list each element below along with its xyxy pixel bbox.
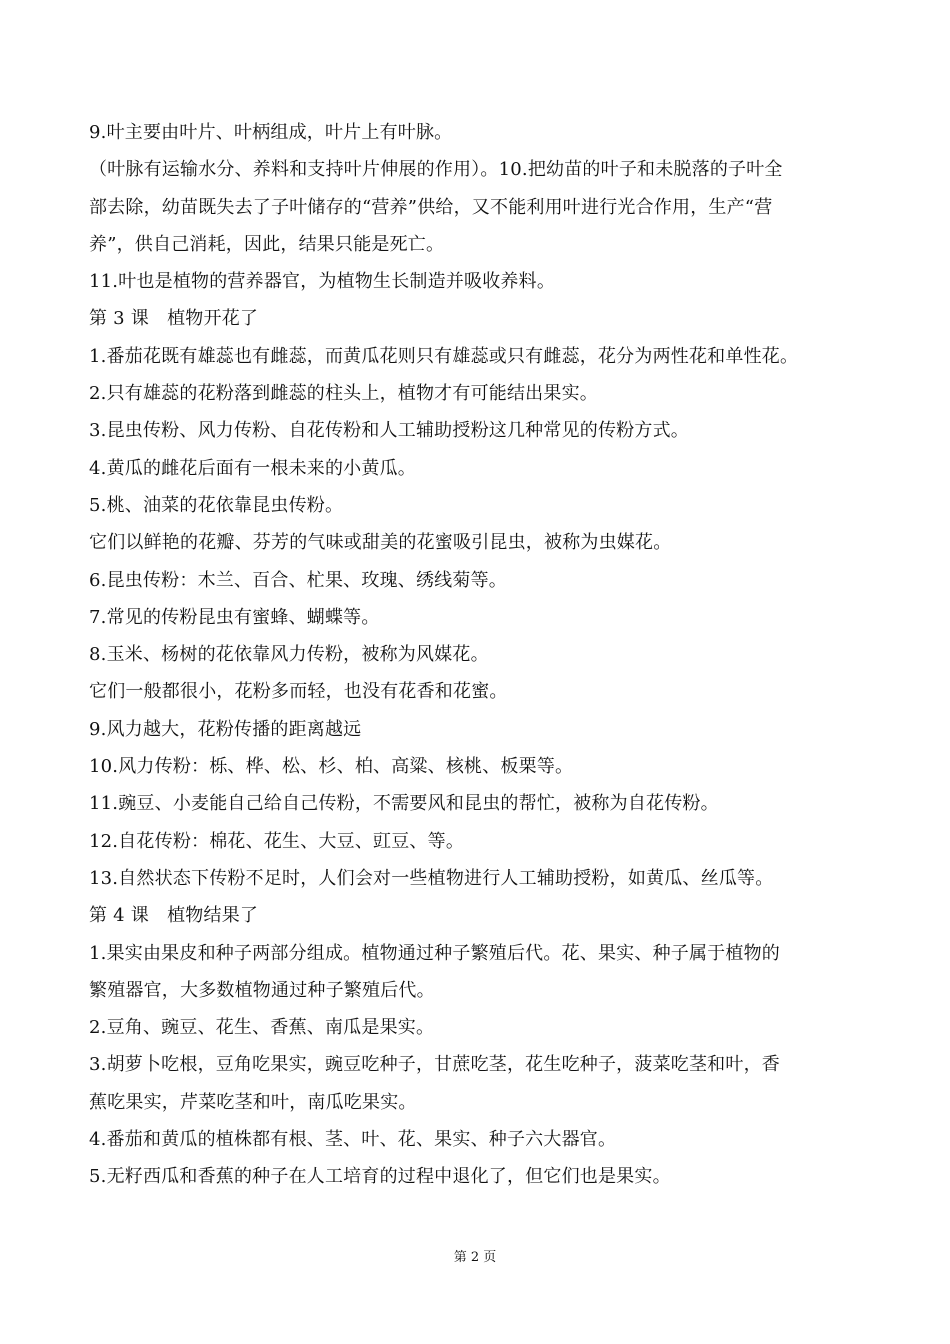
text-line: 1.果实由果皮和种子两部分组成。植物通过种子繁殖后代。花、果实、种子属于植物的 bbox=[89, 942, 780, 964]
text-line: 蕉吃果实，芹菜吃茎和叶，南瓜吃果实。 bbox=[89, 1091, 417, 1113]
text-line: 11.豌豆、小麦能自己给自己传粉，不需要风和昆虫的帮忙，被称为自花传粉。 bbox=[89, 793, 719, 815]
text-line: 9.风力越大，花粉传播的距离越远 bbox=[89, 718, 362, 740]
text-line: 2.只有雄蕊的花粉落到雌蕊的柱头上，植物才有可能结出果实。 bbox=[89, 383, 598, 405]
text-line: 7.常见的传粉昆虫有蜜蜂、蝴蝶等。 bbox=[89, 606, 380, 628]
text-line: 养”，供自己消耗，因此，结果只能是死亡。 bbox=[89, 233, 445, 255]
text-line: 2.豆角、豌豆、花生、香蕉、南瓜是果实。 bbox=[89, 1017, 435, 1039]
text-line: 部去除，幼苗既失去了子叶储存的“营养”供给，又不能利用叶进行光合作用，生产“营 bbox=[89, 196, 773, 218]
text-line: 10.风力传粉：栎、桦、松、杉、柏、高粱、核桃、板栗等。 bbox=[89, 756, 574, 778]
text-line: 5.无籽西瓜和香蕉的种子在人工培育的过程中退化了，但它们也是果实。 bbox=[89, 1166, 671, 1188]
text-line: 8.玉米、杨树的花依靠风力传粉，被称为风媒花。 bbox=[89, 644, 489, 666]
section-heading: 第 3 课 植物开花了 bbox=[89, 308, 259, 330]
section-heading: 第 4 课 植物结果了 bbox=[89, 905, 259, 927]
text-line: 它们一般都很小，花粉多而轻，也没有花香和花蜜。 bbox=[89, 681, 508, 703]
text-line: 它们以鲜艳的花瓣、芬芳的气味或甜美的花蜜吸引昆虫，被称为虫媒花。 bbox=[89, 532, 672, 554]
text-line: 4.番茄和黄瓜的植株都有根、茎、叶、花、果实、种子六大器官。 bbox=[89, 1129, 617, 1151]
text-line: 11.叶也是植物的营养器官，为植物生长制造并吸收养料。 bbox=[89, 271, 556, 293]
text-line: 12.自花传粉：棉花、花生、大豆、豇豆、等。 bbox=[89, 830, 465, 852]
text-line: 3.昆虫传粉、风力传粉、自花传粉和人工辅助授粉这几种常见的传粉方式。 bbox=[89, 420, 689, 442]
text-line: 9.叶主要由叶片、叶柄组成，叶片上有叶脉。 bbox=[89, 122, 453, 143]
text-line: 繁殖器官，大多数植物通过种子繁殖后代。 bbox=[89, 979, 435, 1001]
text-line: 5.桃、油菜的花依靠昆虫传粉。 bbox=[89, 494, 344, 516]
text-line: 3.胡萝卜吃根，豆角吃果实，豌豆吃种子，甘蔗吃茎，花生吃种子，菠菜吃茎和叶，香 bbox=[89, 1054, 780, 1076]
text-line: 1.番茄花既有雄蕊也有雌蕊，而黄瓜花则只有雄蕊或只有雌蕊，花分为两性花和单性花。 bbox=[89, 345, 799, 367]
text-line: （叶脉有运输水分、养料和支持叶片伸展的作用）。10.把幼苗的叶子和未脱落的子叶全 bbox=[89, 159, 783, 181]
text-line: 13.自然状态下传粉不足时，人们会对一些植物进行人工辅助授粉，如黄瓜、丝瓜等。 bbox=[89, 867, 774, 889]
text-line: 4.黄瓜的雌花后面有一根未来的小黄瓜。 bbox=[89, 457, 416, 479]
document-body bbox=[89, 114, 864, 1196]
page-number: 第 2 页 bbox=[453, 1250, 497, 1265]
text-line: 6.昆虫传粉：木兰、百合、杧果、玫瑰、绣线菊等。 bbox=[89, 569, 507, 591]
